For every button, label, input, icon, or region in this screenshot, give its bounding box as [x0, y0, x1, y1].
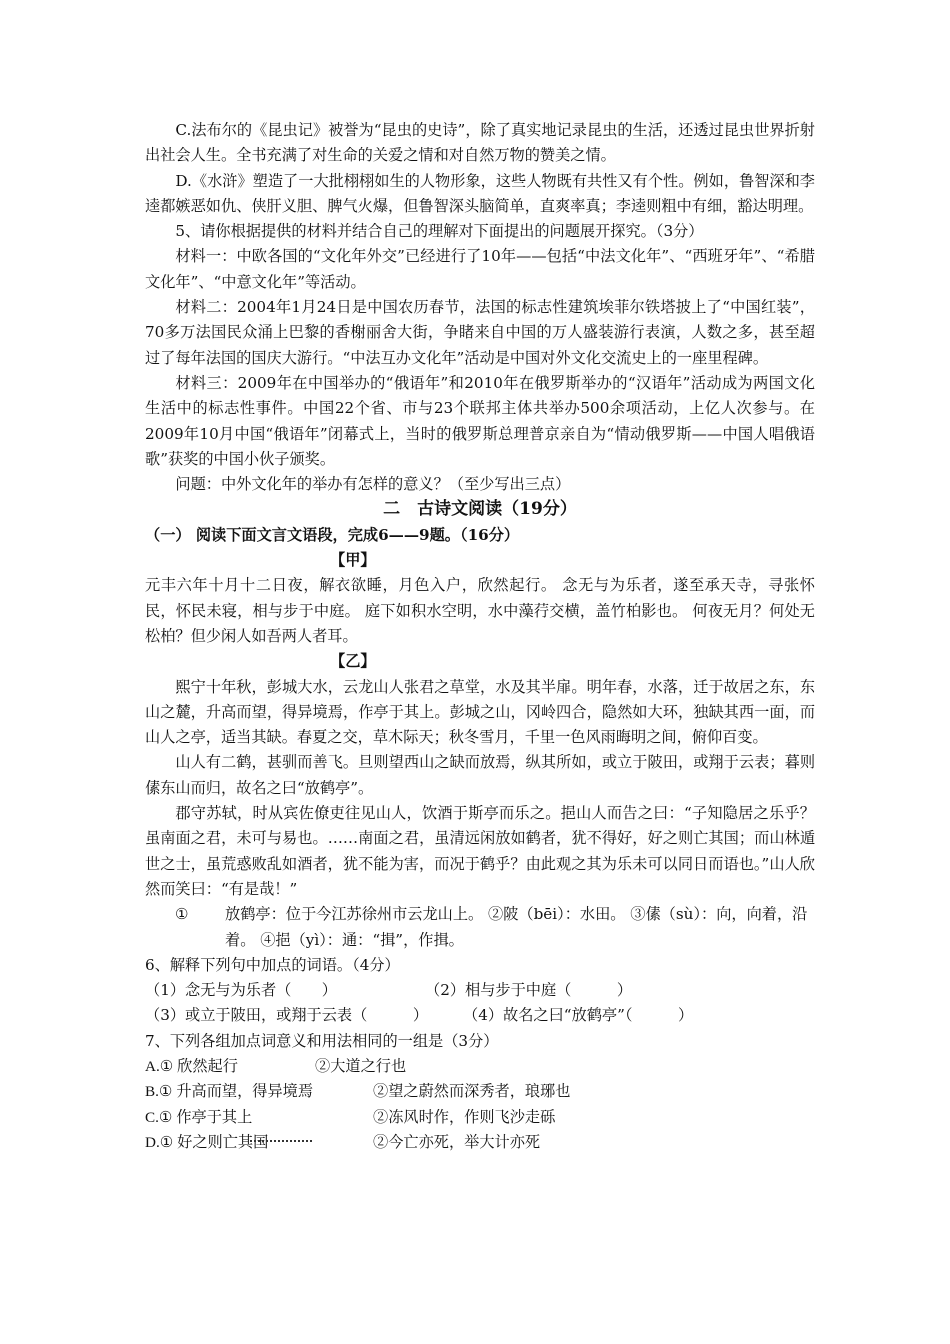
option-b-part1: B.① 升高而望，得异境焉	[145, 1083, 314, 1101]
option-a-part1: A.① 欣然起行	[145, 1057, 238, 1075]
q6-item-1: （1）念无与为乐者（ ）	[145, 981, 337, 1000]
item-d: D.《水浒》塑造了一大批栩栩如生的人物形象，这些人物既有共性又有个性。例如，鲁智深和李逵都嫉恶如仇、侠肝义胆、脾气火爆，但鲁智深头脑简单，直爽率真；李逵则粗中有细，豁达明理。	[145, 171, 815, 215]
material-2: 材料二：2004年1月24日是中国农历春节，法国的标志性建筑埃菲尔铁塔披上了“中国红装”，70多万法国民众涌上巴黎的香榭丽舍大街，争睹来自中国的万人盛装游行表演，人数之多，甚至超过了每年法国的国庆大游行。“中法互办文化年”活动是中国对外文化交流史上的一座里程碑。	[145, 298, 815, 367]
section-title: 二 古诗文阅读（19分）	[383, 499, 577, 520]
question-5: 5、请你根据提供的材料并结合自己的理解对下面提出的问题展开探究。（3分）	[175, 222, 704, 241]
passage-jia-label: 【甲】	[330, 551, 376, 570]
q6-item-4: （4）故名之曰“放鹤亭”（ ）	[463, 1006, 694, 1025]
question-6-row-1	[145, 978, 815, 1003]
option-a	[145, 1054, 815, 1079]
question-7: 7、下列各组加点词意义和用法相同的一组是（3分）	[145, 1031, 499, 1050]
item-c: C.法布尔的《昆虫记》被誉为“昆虫的史诗”，除了真实地记录昆虫的生活，还透过昆虫世界折射出社会人生。全书充满了对生命的关爱之情和对自然万物的赞美之情。	[145, 121, 815, 165]
option-d-part1: D.① 好之则亡其国	[145, 1133, 269, 1151]
option-a-part2: ②大道之行也	[315, 1057, 407, 1075]
note-number: ①	[175, 905, 189, 924]
question-6-row-2	[145, 1003, 815, 1028]
annotations	[145, 902, 815, 953]
option-b-part2: ②望之蔚然而深秀者，琅琊也	[373, 1083, 571, 1101]
document-page	[145, 118, 815, 1155]
note-text: 放鹤亭：位于今江苏徐州市云龙山上。 ②陂（bēi）：水田。 ③傃（sù）：向，向着，沿着。 ④挹（yì）：通：“揖”，作揖。	[225, 905, 808, 949]
question-prompt: 问题：中外文化年的举办有怎样的意义？（至少写出三点）	[175, 475, 571, 494]
q6-item-2: （2）相与步于中庭（ ）	[425, 981, 633, 1000]
material-3: 材料三：2009年在中国举办的“俄语年”和2010年在俄罗斯举办的“汉语年”活动成为两国文化生活中的标志性事件。中国22个省、市与23个联邦主体共举办500余项活动，上亿人次参与。在2009年10月中国“俄语年”闭幕式上，当时的俄罗斯总理普京亲自为“情动俄罗斯——中国人唱俄语歌”获奖的中国小伙子颁奖。	[145, 373, 815, 468]
passage-yi-p3: 郡守苏轼，时从宾佐僚吏往见山人，饮酒于斯亭而乐之。挹山人而告之曰：“子知隐居之乐乎？虽南面之君，未可与易也。……南面之君，虽清远闲放如鹤者，犹不得好，好之则亡其国；而山林遁世之士，虽荒惑败乱如酒者，犹不能为害，而况于鹤乎？由此观之其为乐未可以同日而语也。”山人欣然而笑曰：“有是哉！”	[145, 804, 815, 898]
section-subtitle: （一） 阅读下面文言文语段，完成6——9题。（16分）	[145, 525, 520, 544]
passage-yi-p2: 山人有二鹤，甚驯而善飞。旦则望西山之缺而放焉，纵其所如，或立于陂田，或翔于云表；暮则傃东山而归，故名之曰“放鹤亭”。	[145, 753, 815, 797]
q6-item-3: （3）或立于陂田，或翔于云表（ ）	[145, 1006, 429, 1025]
question-6: 6、解释下列句中加点的词语。（4分）	[145, 955, 400, 974]
passage-yi-p1: 熙宁十年秋，彭城大水，云龙山人张君之草堂，水及其半扉。明年春，水落，迁于故居之东，东山之麓，升高而望，得异境焉，作亭于其上。彭城之山，冈岭四合，隐然如大环，独缺其西一面，而山人之亭，适当其缺。春夏之交，草木际天；秋冬雪月，千里一色风雨晦明之间，俯仰百变。	[145, 677, 815, 747]
option-c-part2: ②冻风时作，作则飞沙走砾	[373, 1108, 556, 1126]
passage-yi-label: 【乙】	[330, 652, 376, 671]
dotted-emphasis-mark	[250, 1140, 312, 1142]
material-1: 材料一：中欧各国的“文化年外交”已经进行了10年——包括“中法文化年”、“西班牙年”、“希腊文化年”、“中意文化年”等活动。	[145, 247, 815, 291]
option-d	[145, 1130, 815, 1155]
option-b	[145, 1079, 815, 1104]
option-c	[145, 1105, 815, 1130]
option-d-part2: ②今亡亦死，举大计亦死	[373, 1133, 541, 1151]
option-c-part1: C.① 作亭于其上	[145, 1108, 253, 1126]
passage-jia: 元丰六年十月十二日夜，解衣欲睡，月色入户，欣然起行。 念无与为乐者，遂至承天寺，寻张怀民，怀民未寝，相与步于中庭。 庭下如积水空明，水中藻荇交横，盖竹柏影也。 何夜无月？何处无松柏？但少闲人如吾两人者耳。	[145, 576, 815, 645]
